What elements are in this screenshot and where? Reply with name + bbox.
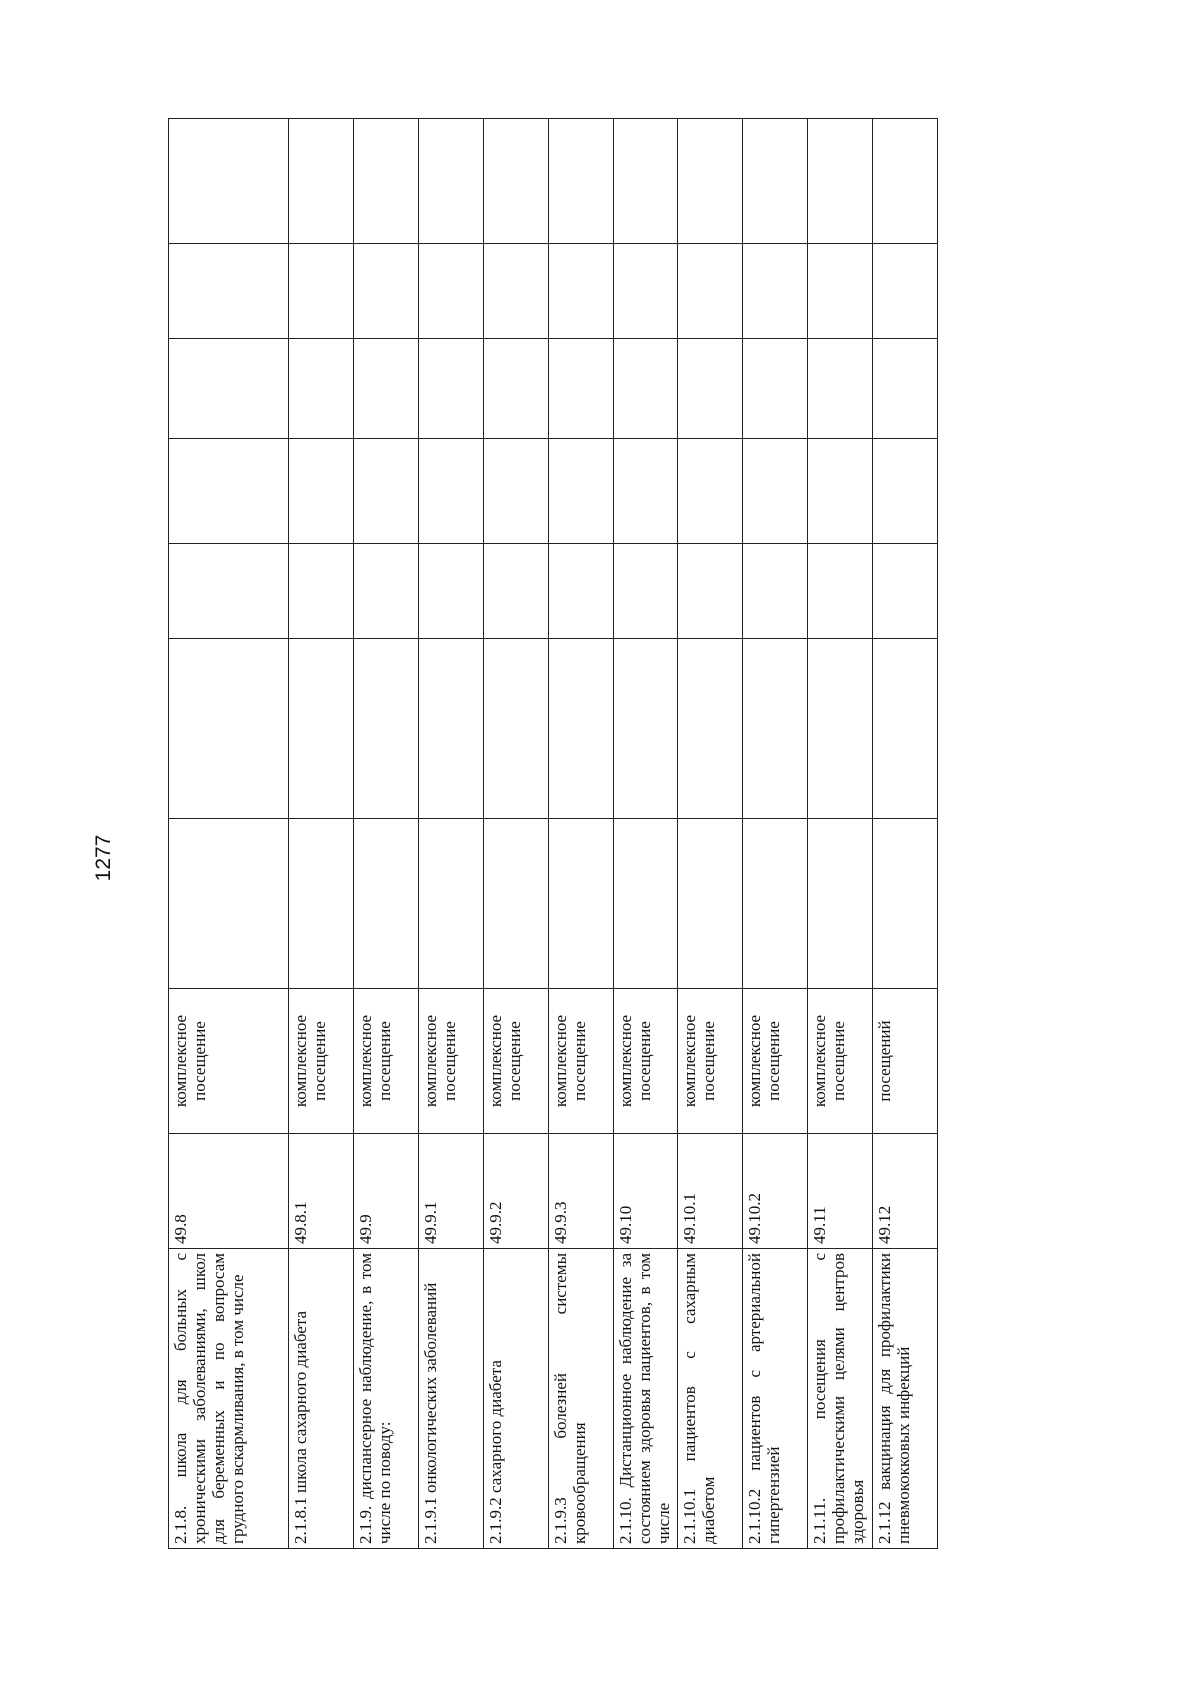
row-unit-cell: комплексное посещение xyxy=(613,989,678,1134)
row-value-cell xyxy=(483,119,548,244)
row-value-cell xyxy=(743,244,808,339)
row-value-cell xyxy=(169,119,289,244)
row-unit-cell: комплексное посещение xyxy=(678,989,743,1134)
row-value-cell xyxy=(548,244,613,339)
row-value-cell xyxy=(873,244,938,339)
row-value-cell xyxy=(483,819,548,989)
row-value-cell xyxy=(873,819,938,989)
row-value-cell xyxy=(354,244,419,339)
row-value-cell xyxy=(808,639,873,819)
row-value-cell xyxy=(289,819,354,989)
row-value-cell xyxy=(743,339,808,439)
row-name-cell: 2.1.9.1 онкологических заболеваний xyxy=(419,1249,484,1549)
table-row xyxy=(548,119,613,1549)
row-value-cell xyxy=(354,439,419,544)
row-code-cell: 49.12 xyxy=(873,1134,938,1249)
row-value-cell xyxy=(613,244,678,339)
page-number: 1277 xyxy=(92,834,115,882)
table-row xyxy=(808,119,873,1549)
table-row xyxy=(354,119,419,1549)
row-code-cell: 49.8 xyxy=(169,1134,289,1249)
row-value-cell xyxy=(419,439,484,544)
table-row xyxy=(289,119,354,1549)
row-value-cell xyxy=(743,119,808,244)
row-value-cell xyxy=(678,639,743,819)
row-value-cell xyxy=(289,244,354,339)
row-value-cell xyxy=(354,119,419,244)
row-value-cell xyxy=(678,339,743,439)
row-value-cell xyxy=(613,819,678,989)
row-unit-cell: комплексное посещение xyxy=(743,989,808,1134)
row-unit-cell: комплексное посещение xyxy=(419,989,484,1134)
table-row xyxy=(169,119,289,1549)
row-value-cell xyxy=(419,819,484,989)
row-value-cell xyxy=(289,119,354,244)
row-unit-cell: комплексное посещение xyxy=(289,989,354,1134)
row-name-cell: 2.1.8.1 школа сахарного диабета xyxy=(289,1249,354,1549)
table-row xyxy=(613,119,678,1549)
row-code-cell: 49.9 xyxy=(354,1134,419,1249)
row-value-cell xyxy=(289,339,354,439)
row-value-cell xyxy=(678,439,743,544)
row-name-cell: 2.1.8. школа для больных с хроническими заболеваниями, школ для беременных и по вопросам грудного вскармливания, в том числе xyxy=(169,1249,289,1549)
table-row xyxy=(743,119,808,1549)
row-value-cell xyxy=(354,339,419,439)
row-value-cell xyxy=(548,819,613,989)
row-value-cell xyxy=(169,544,289,639)
row-value-cell xyxy=(548,639,613,819)
row-value-cell xyxy=(289,439,354,544)
row-value-cell xyxy=(548,119,613,244)
row-name-cell: 2.1.11. посещения с профилактическими целями центров здоровья xyxy=(808,1249,873,1549)
row-value-cell xyxy=(808,819,873,989)
row-value-cell xyxy=(483,544,548,639)
row-value-cell xyxy=(613,439,678,544)
row-name-cell: 2.1.10.1 пациентов с сахарным диабетом xyxy=(678,1249,743,1549)
row-value-cell xyxy=(169,639,289,819)
row-value-cell xyxy=(548,544,613,639)
row-value-cell xyxy=(613,639,678,819)
row-code-cell: 49.10.2 xyxy=(743,1134,808,1249)
row-code-cell: 49.9.2 xyxy=(483,1134,548,1249)
row-value-cell xyxy=(678,819,743,989)
row-name-cell: 2.1.9.2 сахарного диабета xyxy=(483,1249,548,1549)
row-value-cell xyxy=(354,544,419,639)
row-value-cell xyxy=(289,544,354,639)
row-value-cell xyxy=(808,339,873,439)
table-rotated-wrapper xyxy=(168,119,938,1549)
data-table xyxy=(168,118,938,1549)
row-value-cell xyxy=(419,639,484,819)
row-value-cell xyxy=(873,544,938,639)
table-row xyxy=(678,119,743,1549)
row-value-cell xyxy=(419,339,484,439)
row-name-cell: 2.1.10. Дистанционное наблюдение за состоянием здоровья пациентов, в том числе xyxy=(613,1249,678,1549)
row-unit-cell: комплексное посещение xyxy=(354,989,419,1134)
row-value-cell xyxy=(873,339,938,439)
row-value-cell xyxy=(613,339,678,439)
table-body xyxy=(169,119,938,1549)
row-value-cell xyxy=(743,544,808,639)
table-row xyxy=(483,119,548,1549)
row-value-cell xyxy=(483,439,548,544)
row-value-cell xyxy=(678,244,743,339)
row-unit-cell: посещений xyxy=(873,989,938,1134)
row-value-cell xyxy=(548,339,613,439)
row-value-cell xyxy=(873,639,938,819)
row-code-cell: 49.9.3 xyxy=(548,1134,613,1249)
row-value-cell xyxy=(613,119,678,244)
row-value-cell xyxy=(808,244,873,339)
table-row xyxy=(873,119,938,1549)
row-unit-cell: комплексное посещение xyxy=(169,989,289,1134)
row-value-cell xyxy=(808,439,873,544)
row-name-cell: 2.1.9. диспансерное наблюдение, в том числе по поводу: xyxy=(354,1249,419,1549)
row-code-cell: 49.10.1 xyxy=(678,1134,743,1249)
table-container xyxy=(168,119,938,1549)
row-value-cell xyxy=(743,819,808,989)
row-value-cell xyxy=(169,244,289,339)
row-value-cell xyxy=(483,244,548,339)
row-value-cell xyxy=(743,439,808,544)
row-value-cell xyxy=(808,544,873,639)
row-name-cell: 2.1.12 вакцинация для профилактики пневмококковых инфекций xyxy=(873,1249,938,1549)
row-code-cell: 49.9.1 xyxy=(419,1134,484,1249)
row-unit-cell: комплексное посещение xyxy=(548,989,613,1134)
row-value-cell xyxy=(873,119,938,244)
row-value-cell xyxy=(548,439,613,544)
row-value-cell xyxy=(808,119,873,244)
row-code-cell: 49.11 xyxy=(808,1134,873,1249)
row-value-cell xyxy=(354,639,419,819)
row-value-cell xyxy=(289,639,354,819)
row-value-cell xyxy=(419,119,484,244)
row-name-cell: 2.1.10.2 пациентов с артериальной гипертензией xyxy=(743,1249,808,1549)
row-value-cell xyxy=(613,544,678,639)
row-value-cell xyxy=(678,119,743,244)
row-unit-cell: комплексное посещение xyxy=(483,989,548,1134)
row-value-cell xyxy=(873,439,938,544)
row-name-cell: 2.1.9.3 болезней системы кровообращения xyxy=(548,1249,613,1549)
row-value-cell xyxy=(743,639,808,819)
row-value-cell xyxy=(678,544,743,639)
row-unit-cell: комплексное посещение xyxy=(808,989,873,1134)
row-value-cell xyxy=(169,439,289,544)
row-value-cell xyxy=(169,819,289,989)
row-code-cell: 49.10 xyxy=(613,1134,678,1249)
row-value-cell xyxy=(483,339,548,439)
row-code-cell: 49.8.1 xyxy=(289,1134,354,1249)
table-row xyxy=(419,119,484,1549)
row-value-cell xyxy=(419,544,484,639)
row-value-cell xyxy=(483,639,548,819)
row-value-cell xyxy=(354,819,419,989)
row-value-cell xyxy=(419,244,484,339)
row-value-cell xyxy=(169,339,289,439)
